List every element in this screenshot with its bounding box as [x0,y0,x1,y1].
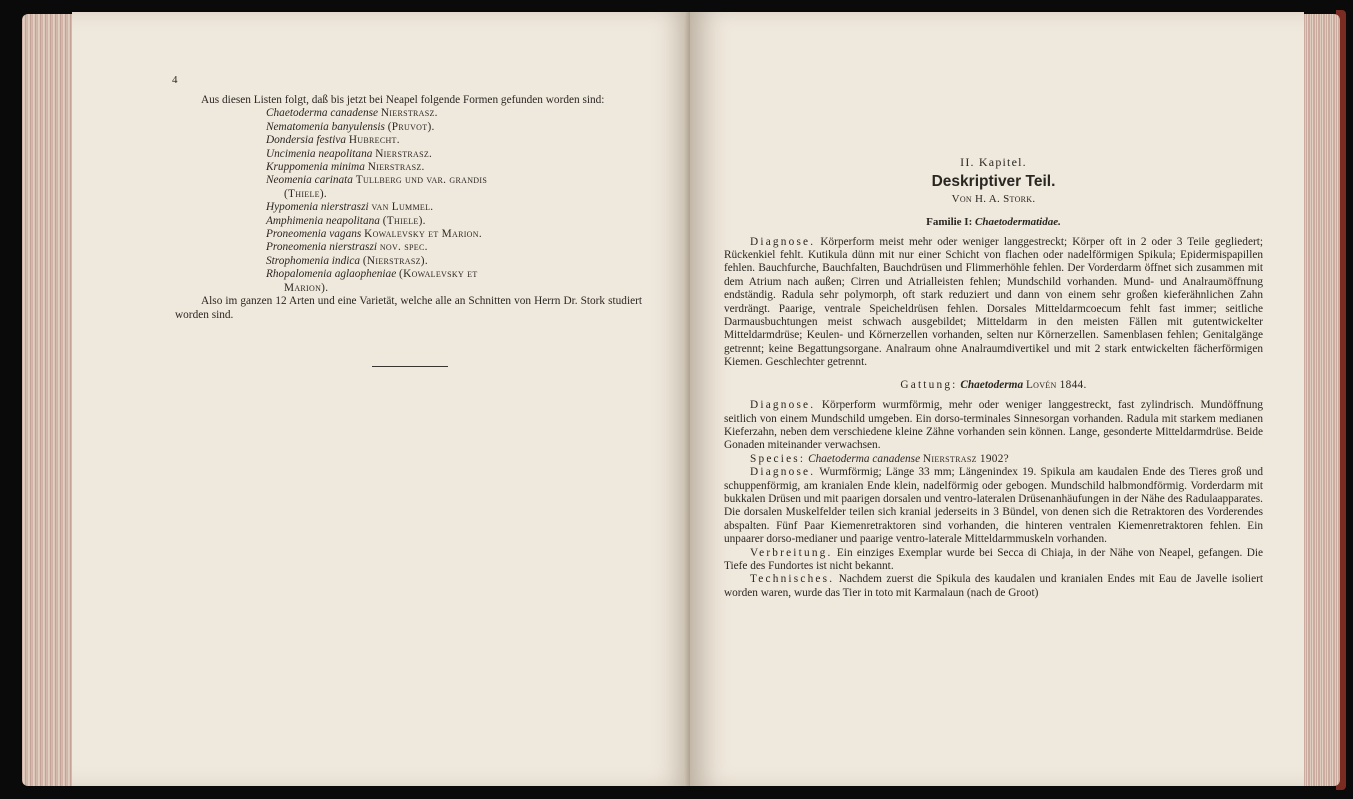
species-entry-authority: (Pruvot). [387,120,435,133]
species-entry-authority: (Thiele). [382,214,426,227]
species-entry-name: Nematomenia banyulensis [266,120,385,133]
verbreitung-paragraph [724,547,1263,574]
diagnose-label: Diagnose. [750,399,816,412]
species-entry-name: Hypomenia nierstraszi [266,201,369,214]
species-label: Species: [750,452,806,465]
species-entry [266,134,642,147]
species-name: Chaetoderma canadense [808,452,921,465]
species-entry-authority: Hubrecht. [348,134,400,147]
species-entry-name: Kruppomenia minima [266,161,365,174]
closing-paragraph: Also im ganzen 12 Arten und eine Varietät, welche alle an Schnitten von Herrn Dr. Stork studiert worden sind. [175,295,642,321]
species-authority: Nierstrasz 1902? [922,452,1009,465]
species-diagnose [724,466,1263,546]
verbreitung-label: Verbreitung. [750,546,833,559]
species-entry-authority: (Kowalevsky et [399,268,478,281]
species-entry [266,255,642,268]
species-entry-authority: Nierstrasz. [367,161,425,174]
genus-diagnose [724,399,1263,453]
species-entry [266,148,642,161]
technisches-text: Nachdem zuerst die Spikula des kaudalen und kranialen Endes mit Eau de Javelle isoliert worden waren, wurde das Tier in toto mit Karmalaun (nach de Groot) [724,573,1263,599]
species-entry-name: Proneomenia vagans [266,228,362,241]
left-page [72,12,690,786]
chapter-heading: II. Kapitel. [960,155,1027,169]
species-entry [266,215,642,228]
verbreitung-text: Ein einziges Exemplar wurde bei Secca di Chiaja, in der Nähe von Neapel, gefangen. Die Tiefe des Fundortes ist nicht bekannt. [724,546,1263,572]
family-label: Familie I: [926,216,973,229]
species-entry [266,107,642,120]
species-entry-authority: Nierstrasz. [380,107,438,120]
page-number: 4 [172,74,178,86]
right-page [690,12,1304,786]
intro-paragraph: Aus diesen Listen folgt, daß bis jetzt bei Neapel folgende Formen gefunden worden sind: [201,94,605,106]
species-entry-continuation: (Thiele). [284,187,328,200]
species-diagnose-text: Wurmförmig; Länge 33 mm; Längenindex 19. Spikula am kaudalen Ende des Tieres groß und schuppenförmig, am kranialen Ende klein, nadelförmig oder gebogen. Mundschild halbmondförmig. Vorderdarm mit bukkalen Drüsen und mit paarigen dorsalen und ventro-lateralen Drüsenanhäufungen in der Nähe des Radulaapparates. Die dorsalen Muskelfelder teilen sich kranial jederseits in 3 Bündel, von denen sich die Retraktoren des Vorderendes abspalten. Fünf Paar Kiemenretraktoren sind vorhanden, die hinteren ventralen Kiemenretraktoren fehlen. Ein unpaarer dorso-medianer und paarige ventro-laterale Mitteldarmmuskeln vorhanden. [724,466,1263,546]
species-entry-authority: (Nierstrasz). [362,254,428,267]
genus-diagnose-text: Körperform wurmförmig, mehr oder weniger langgestreckt, fast zylindrisch. Mundöffnung seitlich von einem Mundschild umgeben. Ein dorso-terminales Sinnesorgan vorhanden. Radula mit starkem medianen Kieferzahn, neben dem verschiedene kleine Zähne vorhanden sein können. Lange, gesonderte Mitteldarmdrüse. Beide Gonaden miteinander verwachsen. [724,399,1264,452]
technisches-label: Technisches. [750,573,835,586]
species-entry-authority: Kowalevsky et Marion. [364,228,482,241]
gattung-label: Gattung: [900,378,958,391]
species-entry-name: Strophomenia indica [266,254,361,267]
species-entry-continuation: Marion). [284,281,329,294]
species-entry-name: Neomenia carinata [266,174,353,187]
species-entry [266,201,642,214]
species-entry-name: Uncimenia neapolitana [266,147,373,160]
page-edges-left [22,14,74,786]
family-heading [724,216,1263,229]
species-entry-authority: van Lummel. [371,201,434,214]
gattung-authority: Lovén 1844. [1025,378,1087,391]
species-entry [266,241,642,254]
family-diagnose [724,236,1263,370]
species-entry-name: Chaetoderma canadense [266,107,379,120]
technisches-paragraph [724,573,1263,600]
species-entry [266,228,642,241]
family-name: Chaetodermatidae. [975,216,1061,229]
species-entry-authority: Tullberg und var. grandis [355,174,488,187]
species-entry-name: Amphimenia neapolitana [266,214,380,227]
species-list [266,107,642,295]
right-page-text [724,152,1263,600]
species-entry-authority: nov. spec. [379,241,428,254]
diagnose-label: Diagnose. [750,466,816,479]
species-entry-name: Dondersia festiva [266,134,347,147]
gattung-heading [724,379,1263,392]
species-entry-name: Rhopalomenia aglaopheniae [266,268,397,281]
author-line: Von H. A. Stork. [951,192,1036,205]
species-entry [266,121,642,134]
species-heading [724,453,1263,466]
species-entry [266,268,642,281]
gattung-name: Chaetoderma [960,378,1024,391]
open-book [22,10,1340,790]
species-entry [266,161,642,174]
left-page-text [175,94,642,322]
diagnose-label: Diagnose. [750,235,816,248]
species-entry-name: Proneomenia nierstraszi [266,241,377,254]
separator-line [372,366,448,367]
species-entry [266,174,642,187]
family-diagnose-text: Körperform meist mehr oder weniger langgestreckt; Körper oft in 2 oder 3 Teile gegliedert; Rückenkiel fehlt. Kutikula dünn mit nur einer Schicht von flachen oder nadelförmigen Spikula; Epidermispapillen fehlen. Bauchfurche, Bauchfalten, Bauchdrüsen und Flimmerhöhle fehlen. Der Vorderdarm öffnet sich zusammen mit dem Atrium nach außen; Cirren und Atrialleisten fehlen; Mundschild vorhanden. Mund- und Analraumöffnung endständig. Radula sehr polymorph, oft stark reduziert und dann von einem sehr großen kieferähnlichen Zahn verdrängt. Paarige, ventrale Speicheldrüsen fehlen. Dorsales Mitteldarmcoecum fehlt fast immer; seitliche Darmausbuchtungen meist schwach ausgebildet; Mitteldarm in den meisten Fällen mit gutentwickelter Mitteldarmdrüse; Keulen- und Körnerzellen vorhanden, selten nur Körnerzellen. Samenblasen fehlen; Genitalgänge getrennt; keine Begattungsorgane. Analraum ohne Analraumdivertikel und mit 2 stark entwickelten fächerförmigen Kiemen. Geschlechter getrennt. [724,235,1264,369]
page-edges-right [1302,14,1340,786]
species-entry-authority: Nierstrasz. [375,147,433,160]
section-title: Deskriptiver Teil. [931,173,1056,191]
